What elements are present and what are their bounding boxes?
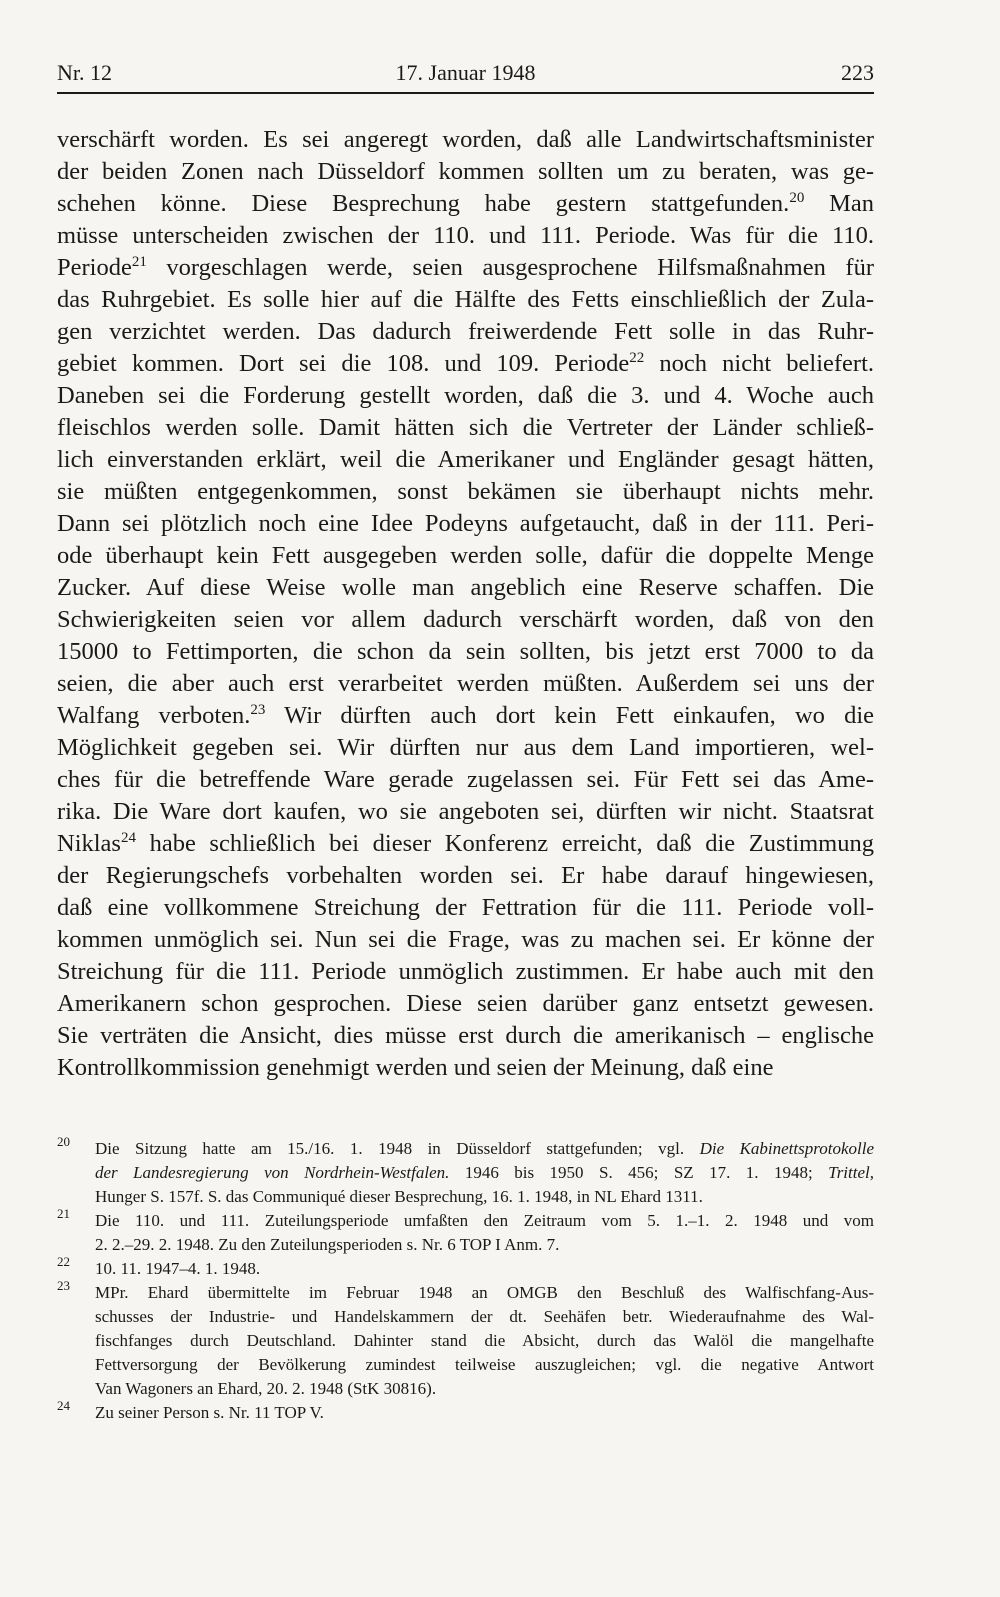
running-header (57, 58, 874, 88)
text-line: Amerikanern schon gesprochen. Diese seien darüber ganz entsetzt gewesen. (57, 990, 874, 1017)
issue-number: Nr. 12 (57, 60, 112, 85)
footnote-number: 24 (57, 1398, 70, 1413)
text-line: Sie verträten die Ansicht, dies müsse erst durch die amerikanisch – englische (57, 1022, 874, 1049)
header-rule (57, 92, 874, 94)
footnote-24: 24 Zu seiner Person s. Nr. 11 TOP V. (57, 1398, 324, 1422)
text-line: lich einverstanden erklärt, weil die Amerikaner und Engländer gesagt hätten, (57, 446, 874, 473)
text-line: 15000 to Fettimporten, die schon da sein sollten, bis jetzt erst 7000 to da (57, 638, 874, 665)
text-line: rika. Die Ware dort kaufen, wo sie angeboten sei, dürften wir nicht. Staatsrat (57, 798, 874, 825)
text-line: der beiden Zonen nach Düsseldorf kommen sollten um zu beraten, was ge- (57, 158, 874, 185)
footnote-number: 21 (57, 1206, 70, 1221)
text-line: der Regierungschefs vorbehalten worden sei. Er habe darauf hingewiesen, (57, 862, 874, 889)
text-line: verschärft worden. Es sei angeregt worden, daß alle Landwirtschaftsminister (57, 126, 874, 153)
text-line: Kontrollkommission genehmigt werden und seien der Meinung, daß eine (57, 1054, 774, 1081)
text-line: Walfang verboten.$^{23}$ Wir dürften auch dort kein Fett einkaufen, wo die (57, 702, 875, 729)
footnote-ref[interactable]: 21 (131, 254, 147, 270)
footnote-number: 22 (57, 1254, 70, 1269)
text-line: daß eine vollkommene Streichung der Fettration für die 111. Periode voll- (57, 894, 874, 921)
text-line: Möglichkeit gegeben sei. Wir dürften nur aus dem Land importieren, wel- (57, 734, 874, 761)
text-line: gen verzichtet werden. Das dadurch freiwerdende Fett solle in das Ruhr- (57, 318, 874, 345)
text-line: das Ruhrgebiet. Es solle hier auf die Hälfte des Fetts einschließlich der Zula- (57, 286, 874, 313)
text-line: Periode$^{21}$ vorgeschlagen werde, seien ausgesprochene Hilfsmaßnahmen für (57, 254, 874, 281)
text-line: Zucker. Auf diese Weise wolle man angeblich eine Reserve schaffen. Die (57, 574, 874, 601)
text-line: Schwierigkeiten seien vor allem dadurch verschärft worden, daß von den (57, 606, 874, 633)
footnote-ref[interactable]: 23 (250, 702, 266, 718)
text-line: ode überhaupt kein Fett ausgegeben werden solle, dafür die doppelte Menge (57, 542, 874, 569)
footnote-ref[interactable]: 24 (120, 830, 136, 846)
text-line: Streichung für die 111. Periode unmöglich zustimmen. Er habe auch mit den (57, 958, 874, 985)
text-line: sie müßten entgegenkommen, sonst bekämen sie überhaupt nichts mehr. (57, 478, 874, 505)
footnote-20: 20 Die Sitzung hatte am 15./16. 1. 1948 in Düsseldorf stattgefunden; vgl. Die Kabinettsprotokolle der Landesregierung von Nordrhein-Westfalen. 1946 bis 1950 S. 456; SZ 17. 1. 1948; Trittel, Hunger S. 157f. S. das Communiqué dieser Besprechung, 16. 1. 1948, in NL Ehard 1311. (57, 1134, 874, 1206)
footnote-number: 20 (57, 1134, 70, 1149)
footnote-21: 21 Die 110. und 111. Zuteilungsperiode umfaßten den Zeitraum vom 5. 1.–1. 2. 1948 und vom 2. 2.–29. 2. 1948. Zu den Zuteilungsperioden s. Nr. 6 TOP I Anm. 7. (57, 1206, 874, 1254)
text-line: Dann sei plötzlich noch eine Idee Podeyns aufgetaucht, daß in der 111. Peri- (57, 510, 874, 537)
footnote-23: 23 MPr. Ehard übermittelte im Februar 1948 an OMGB den Beschluß des Walfischfang-Aus- schusses der Industrie- und Handelskammern der dt. Seehäfen betr. Wiederaufnahme des Wal- fischfanges durch Deutschland. Dahinter stand die Absicht, durch das Walöl die mangelhafte Fettversorgung der Bevölkerung zumindest teilweise auszugleichen; vgl. die negative Antwort Van Wagoners an Ehard, 20. 2. 1948 (StK 30816). (57, 1278, 874, 1398)
text-line: gebiet kommen. Dort sei die 108. und 109. Periode$^{22}$ noch nicht beliefert. (57, 350, 874, 377)
page-number: 223 (841, 60, 874, 85)
footnote-number: 23 (57, 1278, 70, 1293)
footnotes (57, 1134, 874, 1425)
text-line: seien, die aber auch erst verarbeitet werden müßten. Außerdem sei uns der (57, 670, 874, 697)
main-text (57, 124, 874, 1084)
text-line: Niklas$^{24}$ habe schließlich bei dieser Konferenz erreicht, daß die Zustimmung (57, 830, 874, 857)
text-line: schehen könne. Diese Besprechung habe gestern stattgefunden.$^{20}$ Man (57, 190, 874, 217)
footnote-ref[interactable]: 20 (789, 190, 805, 206)
text-line: ches für die betreffende Ware gerade zugelassen sei. Für Fett sei das Ame- (57, 766, 874, 793)
text-line: kommen unmöglich sei. Nun sei die Frage, was zu machen sei. Er könne der (57, 926, 874, 953)
header-date: 17. Januar 1948 (395, 60, 536, 85)
text-line: fleischlos werden solle. Damit hätten sich die Vertreter der Länder schließ- (57, 414, 874, 441)
footnote-ref[interactable]: 22 (629, 350, 645, 366)
text-line: müsse unterscheiden zwischen der 110. und 111. Periode. Was für die 110. (57, 222, 874, 249)
text-line: Daneben sei die Forderung gestellt worden, daß die 3. und 4. Woche auch (57, 382, 874, 409)
footnote-22: 22 10. 11. 1947–4. 1. 1948. (57, 1254, 261, 1278)
